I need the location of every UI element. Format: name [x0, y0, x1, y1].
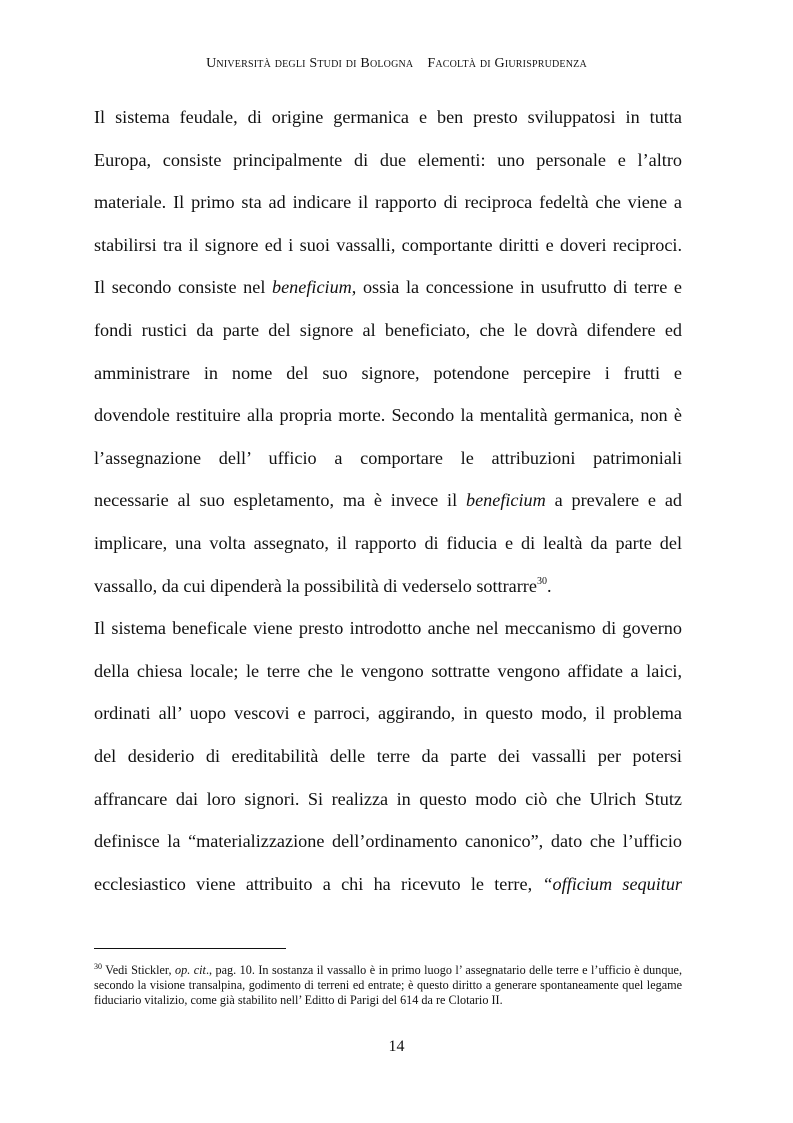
footnote: $^{30}$ Vedi Stickler, op. cit., pag. 10. In sostanza il vassallo è in primo luogo l’ assegnatario delle terre e l’ufficio è dunque, secondo la visione transalpina, godimento di terreni ed entrate; è questo diritto a generare spontaneamente quel legame fiduciario vitalizio, come già stabilito nell’ Editto di Parigi del 614 da re Clotario II.: [94, 962, 682, 1007]
text-line: affrancare dai loro signori. Si realizza in questo modo ciò che Ulrich Stutz: [94, 788, 682, 809]
text-line: ordinati all’ uopo vescovi e parroci, aggirando, in questo modo, il problema: [94, 703, 682, 724]
header-faculty: Facoltà di Giurisprudenza: [427, 56, 587, 71]
text-line: vassallo, da cui dipenderà la possibilità di vederselo sottrarre$^{30}$.: [94, 575, 552, 596]
text-line: Europa, consiste principalmente di due elementi: uno personale e l’altro: [94, 149, 682, 170]
text-line: stabilirsi tra il signore ed i suoi vassalli, comportante diritti e doveri reciproci.: [94, 234, 682, 255]
footnote-citation: op. cit: [175, 963, 206, 977]
text-line: dovendole restituire alla propria morte. Secondo la mentalità germanica, non è: [94, 405, 682, 426]
footnote-reference[interactable]: 30: [536, 575, 547, 587]
footnote-separator: [94, 948, 286, 949]
text-line: Il secondo consiste nel beneficium, ossia la concessione in usufrutto di terre e: [94, 277, 682, 298]
italic-quote: “officium sequitur: [542, 873, 682, 894]
page-number: 14: [388, 1038, 405, 1055]
text-line: definisce la “materializzazione dell’ordinamento canonico”, dato che l’ufficio: [94, 831, 682, 852]
italic-term: beneficium: [272, 277, 352, 298]
text-line: implicare, una volta assegnato, il rapporto di fiducia e di lealtà da parte del: [94, 532, 682, 553]
text-line: Il sistema beneficale viene presto introdotto anche nel meccanismo di governo: [94, 618, 682, 639]
italic-term: beneficium: [465, 490, 546, 511]
text-line: Il sistema feudale, di origine germanica e ben presto sviluppatosi in tutta: [94, 107, 682, 127]
text-line: necessarie al suo espletamento, ma è invece il beneficium a prevalere e ad: [94, 490, 682, 511]
text-line: della chiesa locale; le terre che le vengono sottratte vengono affidate a laici,: [94, 660, 682, 681]
text-line: del desiderio di ereditabilità delle terre da parte dei vassalli per potersi: [94, 745, 682, 766]
text-line: l’assegnazione dell’ ufficio a comportare le attribuzioni patrimoniali: [94, 447, 682, 468]
text-line: amministrare in nome del suo signore, potendone percepire i frutti e: [94, 362, 682, 383]
body-text: [94, 96, 682, 905]
footnote-number: 30: [94, 962, 102, 971]
running-header: [0, 56, 793, 72]
text-line: fondi rustici da parte del signore al beneficiato, che le dovrà difendere ed: [94, 319, 682, 340]
text-line: ecclesiastico viene attribuito a chi ha ricevuto le terre, “officium sequitur: [94, 873, 682, 894]
text-line: materiale. Il primo sta ad indicare il rapporto di reciproca fedeltà che viene a: [94, 192, 682, 213]
header-university: Università degli Studi di Bologna: [206, 56, 414, 71]
